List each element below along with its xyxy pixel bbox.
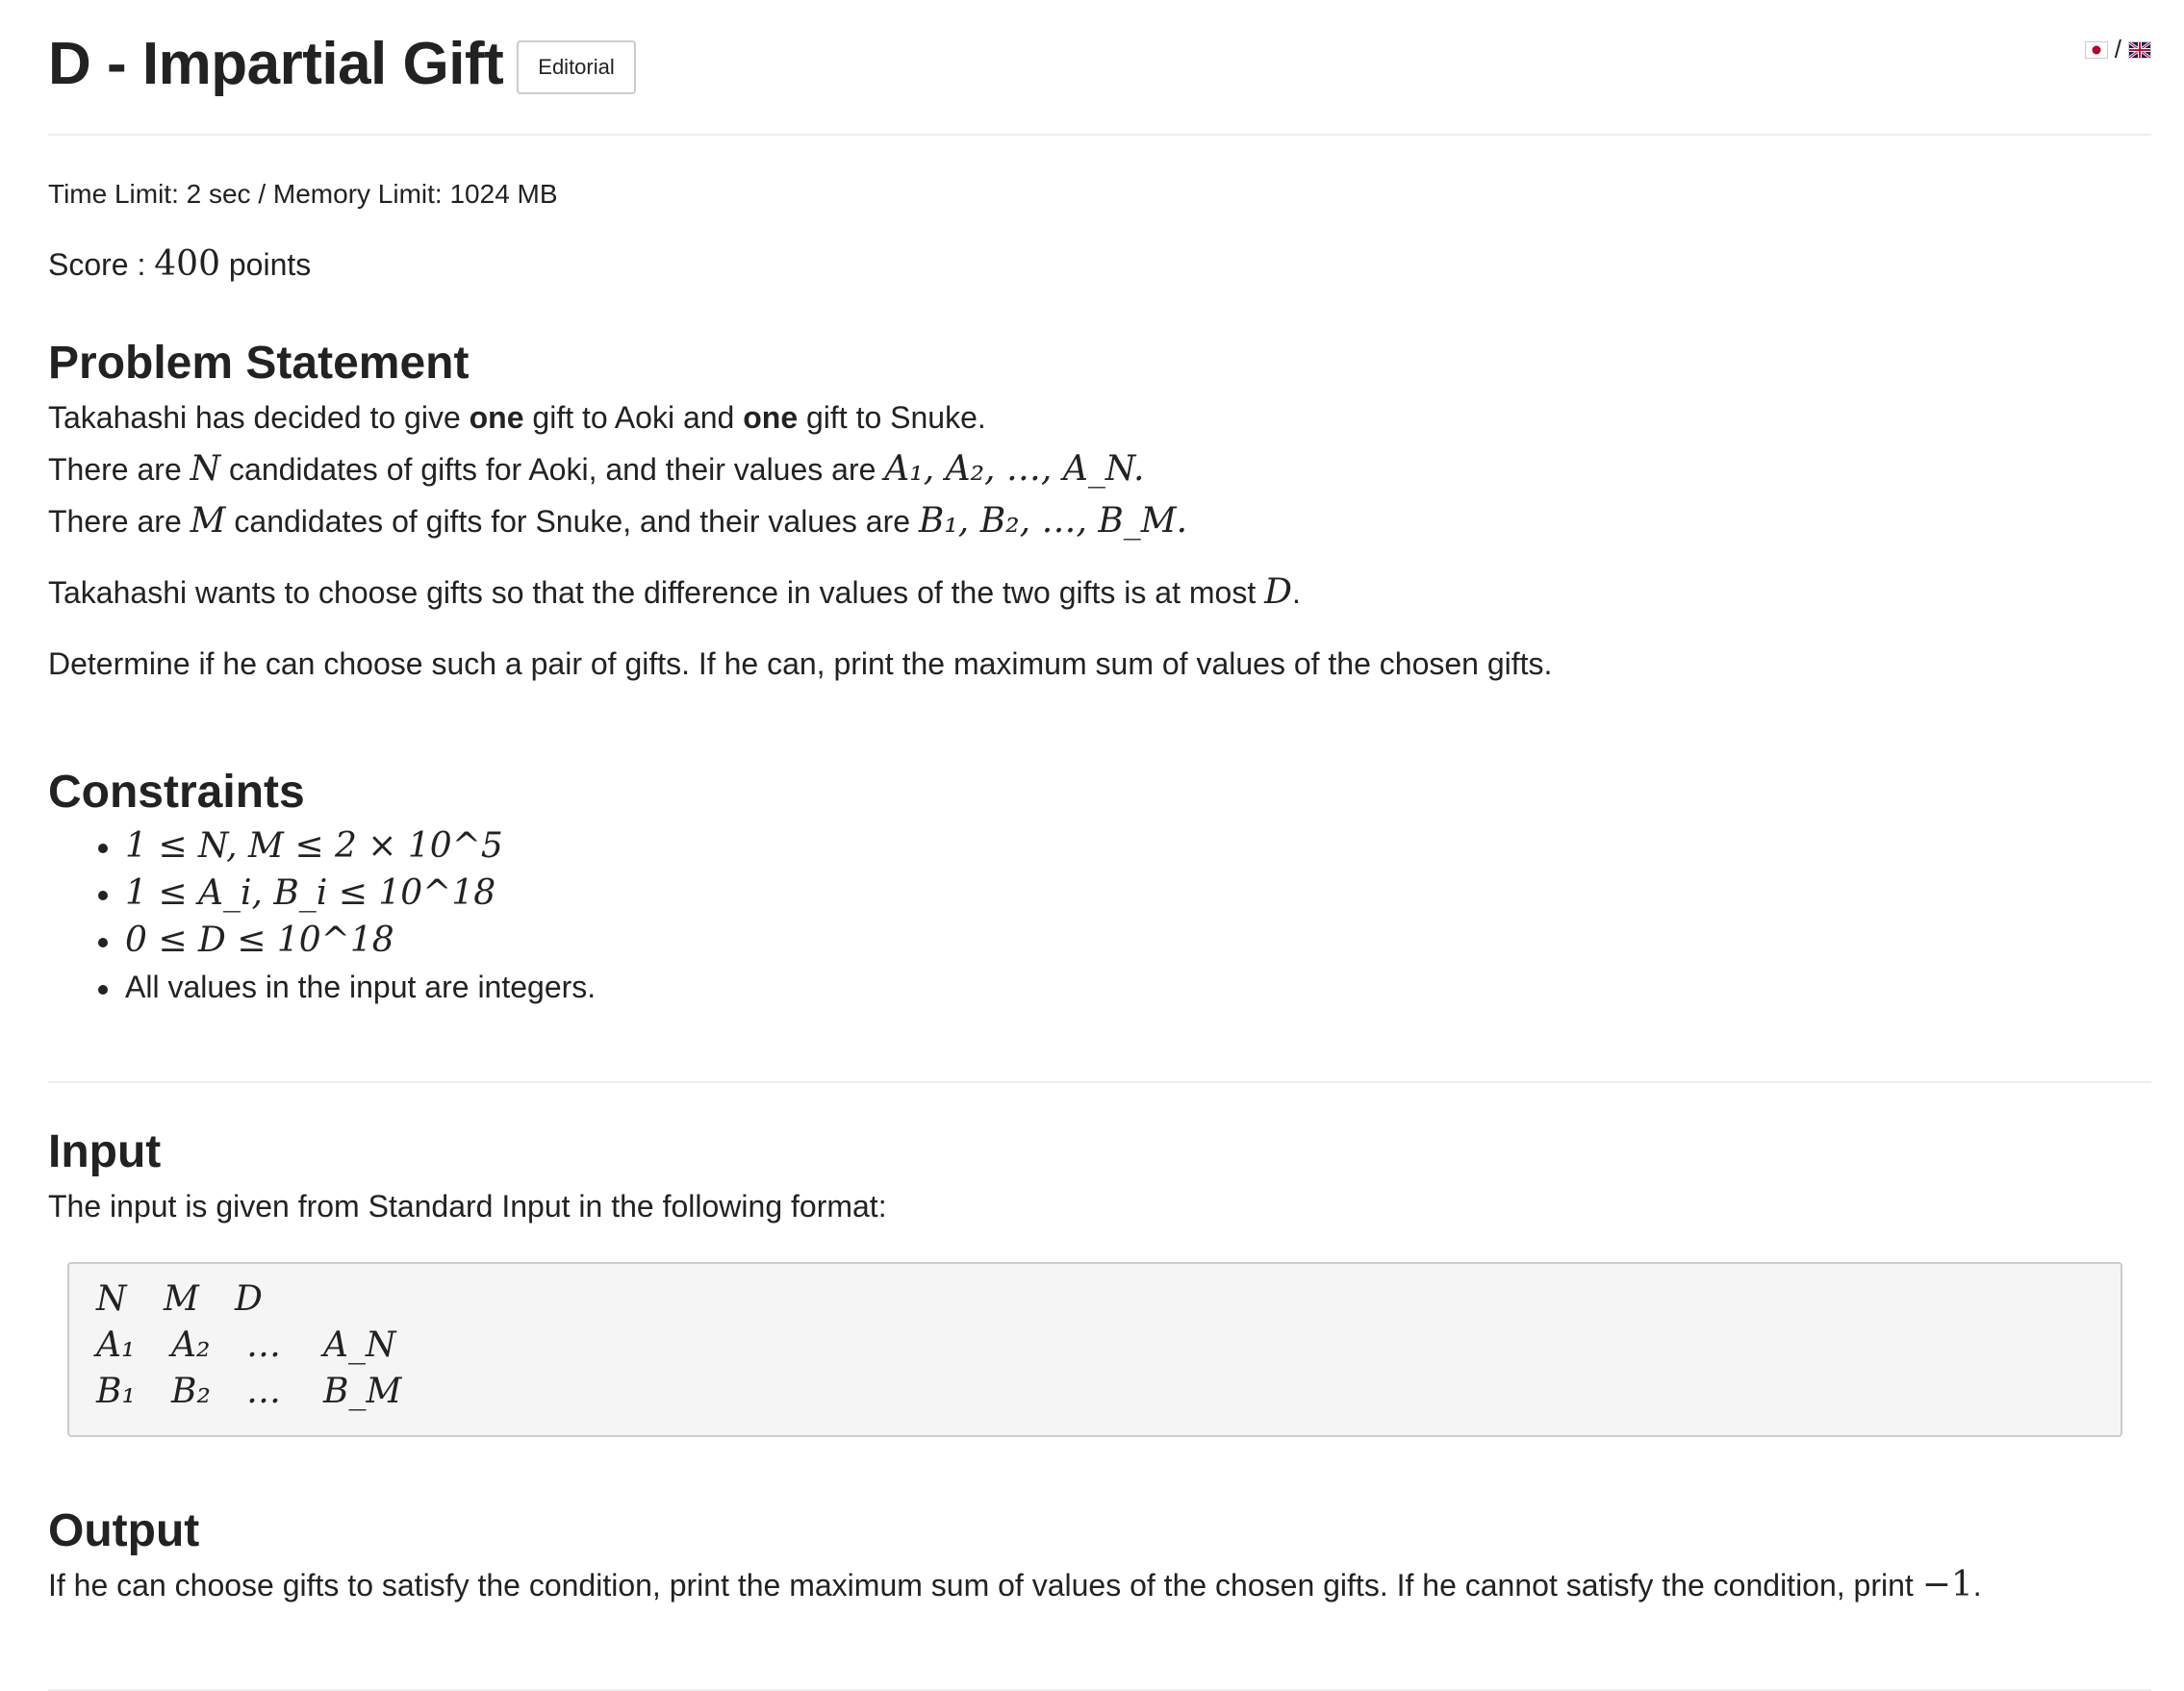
problem-line-1 — [48, 391, 2151, 443]
bold-segment: one — [469, 400, 524, 435]
text-segment: candidates of gifts for Snuke, and their values are — [225, 504, 919, 539]
language-separator: / — [2114, 35, 2121, 63]
text-segment: Takahashi wants to choose gifts so that the difference in values of the two gifts is at most — [48, 575, 1265, 610]
constraint-math: 0 ≤ D ≤ 10^18 — [125, 921, 394, 960]
score-line — [48, 244, 2151, 284]
constraint-item — [48, 870, 2151, 917]
constraint-item — [48, 964, 2151, 1011]
input-section — [48, 1125, 2151, 1232]
title-row — [48, 25, 636, 102]
output-heading: Output — [48, 1505, 200, 1556]
format-token: N — [96, 1279, 127, 1319]
constraints-heading: Constraints — [48, 767, 305, 818]
uk-flag-icon[interactable] — [2128, 41, 2151, 59]
math-var: D — [1264, 572, 1292, 612]
japan-flag-icon[interactable] — [2085, 41, 2108, 59]
format-token: … — [246, 1325, 281, 1365]
format-token: B₂ — [171, 1372, 211, 1411]
output-section — [48, 1504, 2151, 1611]
math-var: N — [190, 449, 221, 489]
language-switcher — [2085, 35, 2151, 64]
constraint-math: 1 ≤ N, M ≤ 2 × 10^5 — [125, 826, 503, 866]
text-segment: . — [1291, 575, 1301, 610]
math-sequence-b: B₁, B₂, …, B_M. — [918, 501, 1188, 541]
format-line-2 — [96, 1325, 396, 1365]
input-format-box — [67, 1262, 2122, 1437]
math-sequence-a: A₁, A₂, …, A_N. — [884, 449, 1145, 489]
format-token: B_M — [323, 1372, 402, 1411]
format-token: A₁ — [96, 1325, 136, 1365]
format-token: A_N — [323, 1325, 396, 1365]
text-segment: . — [1972, 1568, 1982, 1603]
format-token: B₁ — [96, 1372, 136, 1411]
text-segment: There are — [48, 504, 190, 539]
problem-statement-section — [48, 337, 2151, 690]
problem-line-2 — [48, 443, 2151, 495]
format-token: A₂ — [171, 1325, 211, 1365]
text-segment: gift to Aoki and — [523, 400, 744, 435]
page-title: D - Impartial Gift — [48, 30, 504, 97]
problem-statement-heading: Problem Statement — [48, 338, 470, 389]
constraint-math: 1 ≤ A_i, B_i ≤ 10^18 — [125, 873, 496, 913]
text-segment: Takahashi has decided to give — [48, 400, 470, 435]
math-value: −1 — [1921, 1565, 1973, 1604]
format-token: D — [235, 1279, 263, 1319]
input-heading: Input — [48, 1126, 162, 1177]
problem-line-5: Determine if he can choose such a pair of gifts. If he can, print the maximum sum of values of the chosen gifts. — [48, 646, 1553, 681]
section-divider — [48, 1081, 2151, 1083]
output-description — [48, 1559, 2151, 1611]
bold-segment: one — [743, 400, 799, 435]
constraints-list — [48, 822, 2151, 1011]
format-line-1 — [96, 1279, 263, 1319]
score-value: 400 — [154, 244, 220, 284]
text-segment: gift to Snuke. — [798, 400, 986, 435]
score-unit: points — [219, 247, 312, 282]
problem-line-3 — [48, 495, 2151, 547]
format-line-3 — [96, 1372, 401, 1411]
header-divider — [48, 134, 2151, 136]
format-token: … — [246, 1372, 281, 1411]
format-token: M — [164, 1279, 199, 1319]
constraints-section — [48, 766, 2151, 1011]
input-description: The input is given from Standard Input in the following format: — [48, 1189, 887, 1224]
constraint-item — [48, 822, 2151, 870]
problem-line-4 — [48, 567, 2151, 618]
math-var: M — [190, 501, 226, 541]
text-segment: candidates of gifts for Aoki, and their values are — [220, 452, 885, 487]
constraint-item — [48, 917, 2151, 964]
editorial-button[interactable]: Editorial — [517, 40, 635, 94]
score-label: Score : — [48, 247, 155, 282]
limits-text: Time Limit: 2 sec / Memory Limit: 1024 MB — [48, 179, 558, 209]
constraint-text: All values in the input are integers. — [125, 970, 597, 1004]
text-segment: There are — [48, 452, 190, 487]
text-segment: If he can choose gifts to satisfy the condition, print the maximum sum of values of the chosen gifts. If he cannot satisfy the condition, print — [48, 1568, 1922, 1603]
